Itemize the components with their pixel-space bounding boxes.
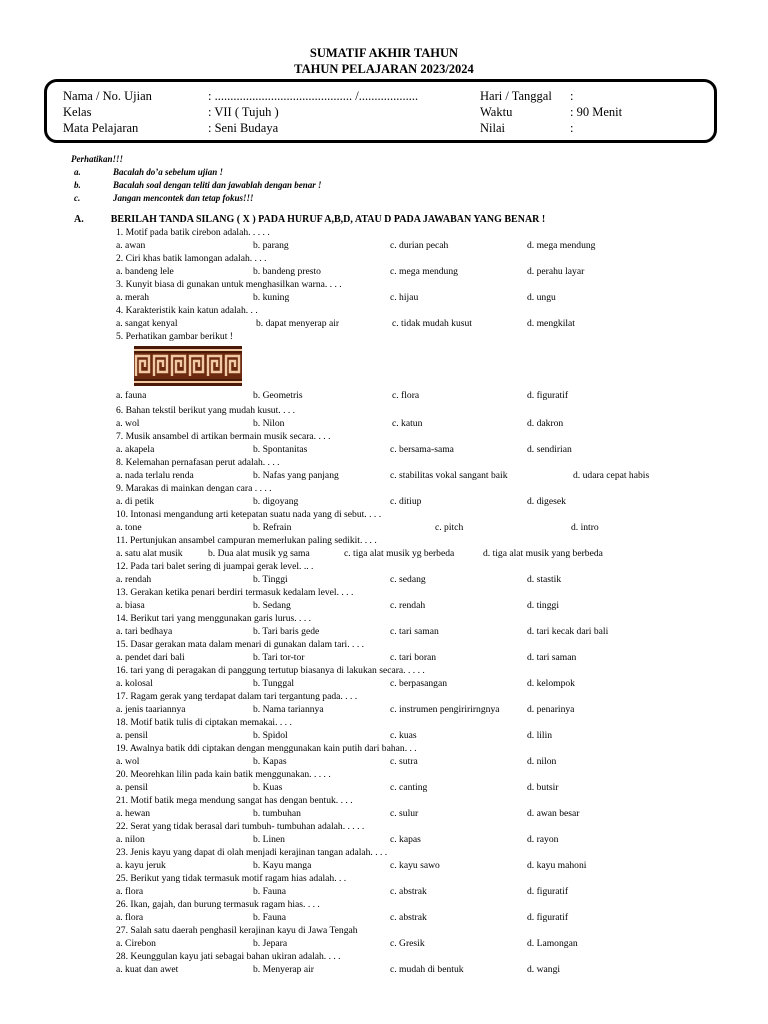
answer-option-b[interactable]: b. parang bbox=[253, 240, 289, 251]
answer-option-b[interactable]: b. Spontanitas bbox=[253, 444, 308, 455]
question-text: 6. Bahan tekstil berikut yang mudah kusut. . . . bbox=[116, 405, 296, 416]
answer-option-b[interactable]: b. Kayu manga bbox=[253, 860, 312, 871]
answer-option-c[interactable]: c. durian pecah bbox=[390, 240, 449, 251]
answer-option-c[interactable]: c. abstrak bbox=[390, 912, 427, 923]
answer-option-b[interactable]: b. Tinggi bbox=[253, 574, 288, 585]
answer-option-a[interactable]: a. flora bbox=[116, 912, 144, 923]
answer-option-c[interactable]: c. flora bbox=[392, 390, 420, 401]
answer-option-c[interactable]: c. stabilitas vokal sangant baik bbox=[390, 470, 508, 481]
question-text: 2. Ciri khas batik lamongan adalah. . . . bbox=[116, 253, 267, 264]
answer-option-c[interactable]: c. mudah di bentuk bbox=[390, 964, 464, 975]
answer-option-b[interactable]: b. dapat menyerap air bbox=[256, 318, 340, 329]
answer-option-b[interactable]: b. Nafas yang panjang bbox=[253, 470, 339, 481]
answer-option-d[interactable]: d. awan besar bbox=[527, 808, 580, 819]
exam-title: SUMATIF AKHIR TAHUN bbox=[309, 46, 459, 60]
question-text: 26. Ikan, gajah, dan burung termasuk ragam hias. . . . bbox=[116, 899, 320, 910]
answer-option-d[interactable]: d. mega mendung bbox=[527, 240, 596, 251]
answer-option-c[interactable]: c. abstrak bbox=[390, 886, 427, 897]
answer-option-c[interactable]: c. sedang bbox=[390, 574, 426, 585]
answer-option-b[interactable]: b. Tari tor-tor bbox=[253, 652, 305, 663]
question-text: 12. Pada tari balet sering di juampai gerak level. .. . bbox=[116, 561, 314, 572]
answer-option-c[interactable]: c. kayu sawo bbox=[390, 860, 440, 871]
answer-option-a[interactable]: a. kuat dan awet bbox=[116, 964, 179, 975]
answer-option-d[interactable]: d. tari kecak dari bali bbox=[527, 626, 609, 637]
answer-option-a[interactable]: a. merah bbox=[116, 292, 150, 303]
subject-value: : Seni Budaya bbox=[208, 121, 279, 135]
answer-option-a[interactable]: a. wol bbox=[116, 756, 140, 767]
answer-option-a[interactable]: a. biasa bbox=[116, 600, 145, 611]
answer-option-a[interactable]: a. pensil bbox=[116, 782, 148, 793]
question-text: 11. Pertunjukan ansambel campuran memerlukan paling sedikit. . . . bbox=[116, 535, 377, 546]
answer-option-a[interactable]: a. akapela bbox=[116, 444, 155, 455]
question-text: 4. Karakteristik kain katun adalah. . . bbox=[116, 305, 258, 316]
section-title: BERILAH TANDA SILANG ( X ) PADA HURUF A,B,D, ATAU D PADA JAWABAN YANG BENAR ! bbox=[110, 214, 546, 225]
answer-option-b[interactable]: b. digoyang bbox=[253, 496, 299, 507]
answer-option-a[interactable]: a. satu alat musik bbox=[116, 548, 183, 559]
name-label: Nama / No. Ujian bbox=[63, 89, 152, 103]
answer-option-b[interactable]: b. Jepara bbox=[253, 938, 288, 949]
answer-option-d[interactable]: d. tiga alat musik yang berbeda bbox=[483, 548, 603, 559]
answer-option-d[interactable]: d. kelompok bbox=[527, 678, 575, 689]
answer-option-a[interactable]: a. nilon bbox=[116, 834, 145, 845]
answer-option-a[interactable]: a. flora bbox=[116, 886, 144, 897]
answer-option-d[interactable]: d. kayu mahoni bbox=[527, 860, 587, 871]
section-heading bbox=[74, 214, 545, 225]
answer-option-d[interactable]: d. intro bbox=[571, 522, 599, 533]
note-text: Jangan mencontek dan tetap fokus!!! bbox=[113, 193, 254, 203]
question-text: 3. Kunyit biasa di gunakan untuk menghasilkan warna. . . . bbox=[116, 279, 342, 290]
answer-option-d[interactable]: d. butsir bbox=[527, 782, 559, 793]
class-label: Kelas bbox=[63, 105, 92, 119]
answer-option-d[interactable]: d. perahu layar bbox=[527, 266, 585, 277]
name-value: : ............................................ /................... bbox=[208, 89, 419, 103]
class-value: : VII ( Tujuh ) bbox=[208, 105, 279, 119]
question-text: 19. Awalnya batik ddi ciptakan dengan menggunakan kain putih dari bahan. . . bbox=[116, 743, 417, 754]
answer-option-d[interactable]: d. figuratif bbox=[527, 390, 569, 401]
question-text: 28. Keunggulan kayu jati sebagai bahan ukiran adalah. . . . bbox=[116, 951, 341, 962]
answer-option-a[interactable]: a. pensil bbox=[116, 730, 148, 741]
answer-option-c[interactable]: c. ditiup bbox=[390, 496, 422, 507]
note-text: Bacalah soal dengan teliti dan jawablah dengan benar ! bbox=[113, 180, 322, 190]
answer-option-a[interactable]: a. sangat kenyal bbox=[116, 318, 178, 329]
answer-option-d[interactable]: d. figuratif bbox=[527, 912, 569, 923]
question-text: 15. Dasar gerakan mata dalam menari di gunakan dalam tari. . . . bbox=[116, 639, 365, 650]
answer-option-b[interactable]: b. tumbuhan bbox=[253, 808, 301, 819]
answer-option-c[interactable]: c. tidak mudah kusut bbox=[392, 318, 472, 329]
answer-option-c[interactable]: c. canting bbox=[390, 782, 428, 793]
answer-option-d[interactable]: d. Lamongan bbox=[527, 938, 578, 949]
question-text: 8. Kelemahan pernafasan perut adalah. . . . bbox=[116, 457, 280, 468]
score-label: Nilai bbox=[480, 121, 505, 135]
answer-option-b[interactable]: b. Geometris bbox=[253, 390, 303, 401]
answer-option-c[interactable]: c. sutra bbox=[390, 756, 418, 767]
answer-option-c[interactable]: c. instrumen pengiririrngnya bbox=[390, 704, 500, 715]
answer-option-a[interactable]: a. rendah bbox=[116, 574, 152, 585]
answer-option-c[interactable]: c. katun bbox=[392, 418, 423, 429]
question-text: 5. Perhatikan gambar berikut ! bbox=[116, 331, 233, 342]
question-text: 13. Gerakan ketika penari berdiri termasuk kedalam level. . . . bbox=[116, 587, 354, 598]
answer-option-d[interactable]: d. tinggi bbox=[527, 600, 559, 611]
question-text: 23. Jenis kayu yang dapat di olah menjadi kerajinan tangan adalah. . . . bbox=[116, 847, 388, 858]
answer-option-c[interactable]: c. kapas bbox=[390, 834, 421, 845]
answer-option-c[interactable]: c. Gresik bbox=[390, 938, 425, 949]
answer-option-d[interactable]: d. rayon bbox=[527, 834, 559, 845]
answer-option-b[interactable]: b. Tunggal bbox=[253, 678, 295, 689]
note-letter: b. bbox=[74, 180, 81, 190]
question-text: 20. Meorehkan lilin pada kain batik menggunakan. . . . . bbox=[116, 769, 331, 780]
question-text: 22. Serat yang tidak berasal dari tumbuh- tumbuhan adalah. . . . . bbox=[116, 821, 365, 832]
answer-option-d[interactable]: d. udara cepat habis bbox=[573, 470, 650, 481]
answer-option-c[interactable]: c. tiga alat musik yg berbeda bbox=[344, 548, 455, 559]
subject-label: Mata Pelajaran bbox=[63, 121, 139, 135]
answer-option-c[interactable]: c. sulur bbox=[390, 808, 419, 819]
answer-option-b[interactable]: b. Kuas bbox=[253, 782, 283, 793]
answer-option-a[interactable]: a. wol bbox=[116, 418, 140, 429]
answer-option-b[interactable]: b. Nilon bbox=[253, 418, 285, 429]
answer-option-d[interactable]: d. stastik bbox=[527, 574, 562, 585]
answer-option-d[interactable]: d. sendirian bbox=[527, 444, 572, 455]
answer-option-d[interactable]: d. mengkilat bbox=[527, 318, 575, 329]
answer-option-a[interactable]: a. Cirebon bbox=[116, 938, 156, 949]
question-text: 10. Intonasi mengandung arti ketepatan suatu nada yang di sebut. . . . bbox=[116, 509, 382, 520]
section-letter: A. bbox=[74, 214, 84, 225]
score-value: : bbox=[570, 121, 574, 135]
question-text: 16. tari yang di peragakan di panggung tertutup biasanya di lakukan secara. . . . . bbox=[116, 665, 425, 676]
question-text: 25. Berikut yang tidak termasuk motif ragam hias adalah. . . bbox=[116, 873, 347, 884]
answer-option-b[interactable]: b. Kapas bbox=[253, 756, 287, 767]
question-text: 18. Motif batik tulis di ciptakan memakai. . . . bbox=[116, 717, 292, 728]
question-text: 1. Motif pada batik cirebon adalah. . . . . bbox=[116, 227, 270, 238]
date-value: : bbox=[570, 89, 574, 103]
answer-option-d[interactable]: d. ungu bbox=[527, 292, 556, 303]
answer-option-d[interactable]: d. nilon bbox=[527, 756, 557, 767]
answer-option-c[interactable]: c. pitch bbox=[435, 522, 464, 533]
answer-option-d[interactable]: d. figuratif bbox=[527, 886, 569, 897]
answer-option-a[interactable]: a. jenis taariannya bbox=[116, 704, 186, 715]
answer-option-d[interactable]: d. digesek bbox=[527, 496, 566, 507]
note-letter: a. bbox=[74, 167, 81, 177]
answer-option-d[interactable]: d. tari saman bbox=[527, 652, 577, 663]
answer-option-d[interactable]: d. wangi bbox=[527, 964, 561, 975]
time-label: Waktu bbox=[480, 105, 513, 119]
question-text: 27. Salah satu daerah penghasil kerajinan kayu di Jawa Tengah bbox=[116, 925, 358, 936]
answer-option-b[interactable]: b. Tari baris gede bbox=[253, 626, 320, 637]
school-year-title: TAHUN PELAJARAN 2023/2024 bbox=[294, 62, 474, 76]
answer-option-a[interactable]: a. kolosal bbox=[116, 678, 153, 689]
answer-option-c[interactable]: c. tari boran bbox=[390, 652, 437, 663]
answer-option-b[interactable]: b. Fauna bbox=[253, 886, 287, 897]
note-text: Bacalah do’a sebelum ujian ! bbox=[113, 167, 224, 177]
answer-option-b[interactable]: b. Dua alat musik yg sama bbox=[208, 548, 310, 559]
question-text: 9. Marakas di mainkan dengan cara . . . . bbox=[116, 483, 272, 494]
answer-option-c[interactable]: c. kuas bbox=[390, 730, 417, 741]
answer-option-b[interactable]: b. Linen bbox=[253, 834, 285, 845]
time-value: : 90 Menit bbox=[570, 105, 623, 119]
answer-option-b[interactable]: b. Nama tariannya bbox=[253, 704, 324, 715]
answer-option-b[interactable]: b. bandeng presto bbox=[253, 266, 321, 277]
answer-option-a[interactable]: a. di petik bbox=[116, 496, 155, 507]
answer-option-c[interactable]: c. berpasangan bbox=[390, 678, 448, 689]
answer-option-a[interactable]: a. bandeng lele bbox=[116, 266, 174, 277]
answer-option-d[interactable]: d. lilin bbox=[527, 730, 553, 741]
answer-option-c[interactable]: c. bersama-sama bbox=[390, 444, 454, 455]
question-text: 7. Musik ansambel di artikan bermain musik secara. . . . bbox=[116, 431, 331, 442]
answer-option-b[interactable]: b. Menyerap air bbox=[253, 964, 315, 975]
answer-option-a[interactable]: a. awan bbox=[116, 240, 146, 251]
answer-option-b[interactable]: b. kuning bbox=[253, 292, 290, 303]
question-text: 14. Berikut tari yang menggunakan garis lurus. . . . bbox=[116, 613, 312, 624]
note-letter: c. bbox=[74, 193, 81, 203]
answer-option-a[interactable]: a. tari bedhaya bbox=[116, 626, 173, 637]
answer-option-b[interactable]: b. Sedang bbox=[253, 600, 291, 611]
answer-option-a[interactable]: a. pendet dari bali bbox=[116, 652, 185, 663]
greek-key-pattern-image bbox=[134, 346, 242, 386]
answer-option-b[interactable]: b. Refrain bbox=[253, 522, 292, 533]
answer-option-a[interactable]: a. nada terlalu renda bbox=[116, 470, 194, 481]
notes-title: Perhatikan!!! bbox=[71, 154, 124, 164]
answer-option-a[interactable]: a. fauna bbox=[116, 390, 147, 401]
answer-option-b[interactable]: b. Spidol bbox=[253, 730, 288, 741]
answer-option-a[interactable]: a. tone bbox=[116, 522, 142, 533]
answer-option-b[interactable]: b. Fauna bbox=[253, 912, 287, 923]
answer-option-c[interactable]: c. hijau bbox=[390, 292, 419, 303]
answer-option-d[interactable]: d. penarinya bbox=[527, 704, 575, 715]
date-label: Hari / Tanggal bbox=[480, 89, 552, 103]
answer-option-c[interactable]: c. rendah bbox=[390, 600, 426, 611]
question-text: 21. Motif batik mega mendung sangat has dengan bentuk. . . . bbox=[116, 795, 353, 806]
question-text: 17. Ragam gerak yang terdapat dalam tari tergantung pada. . . . bbox=[116, 691, 358, 702]
answer-option-c[interactable]: c. mega mendung bbox=[390, 266, 458, 277]
answer-option-a[interactable]: a. hewan bbox=[116, 808, 151, 819]
answer-option-a[interactable]: a. kayu jeruk bbox=[116, 860, 166, 871]
answer-option-c[interactable]: c. tari saman bbox=[390, 626, 439, 637]
answer-option-d[interactable]: d. dakron bbox=[527, 418, 564, 429]
